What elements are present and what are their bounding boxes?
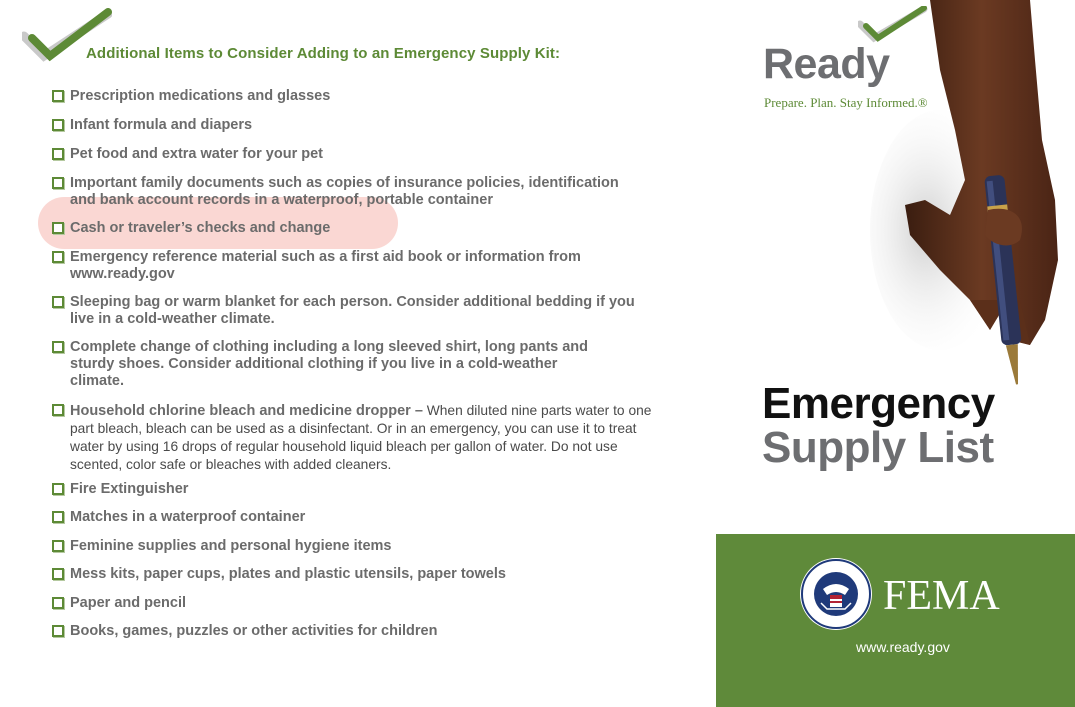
item-label: Important family documents such as copies of insurance policies, identification and bank account records in a waterproof, portable container (70, 175, 619, 208)
fema-wordmark: FEMA (883, 573, 1000, 619)
list-item (52, 595, 672, 612)
list-item (52, 175, 642, 209)
list-item (52, 249, 617, 283)
item-label: Mess kits, paper cups, plates and plastic utensils, paper towels (70, 566, 506, 582)
fema-footer-band (716, 534, 1075, 707)
list-item (52, 220, 672, 237)
checkbox[interactable] (52, 222, 64, 234)
checkbox[interactable] (52, 625, 64, 637)
list-item (52, 623, 672, 640)
list-item (52, 481, 672, 498)
checkbox[interactable] (52, 483, 64, 495)
document-title-line1: Emergency (762, 379, 995, 428)
item-label: Sleeping bag or warm blanket for each person. Consider additional bedding if you live in a cold-weather climate. (70, 294, 635, 327)
tagline: Prepare. Plan. Stay Informed.® (764, 95, 928, 110)
item-label: Feminine supplies and personal hygiene items (70, 538, 392, 554)
checkbox[interactable] (52, 341, 64, 353)
item-label: Prescription medications and glasses (70, 88, 331, 104)
item-label: Emergency reference material such as a first aid book or information from www.ready.gov (70, 249, 581, 282)
checkbox[interactable] (52, 251, 64, 263)
checkbox[interactable] (52, 177, 64, 189)
list-item (52, 538, 672, 555)
hand-with-pen-illustration (870, 0, 1075, 400)
checkbox[interactable] (52, 568, 64, 580)
section-heading: Additional Items to Consider Adding to an Emergency Supply Kit: (86, 45, 561, 62)
list-item (52, 117, 672, 134)
checkbox[interactable] (52, 296, 64, 308)
item-label: Household chlorine bleach and medicine dropper – (70, 403, 423, 419)
dhs-seal-icon (799, 557, 873, 631)
checkbox[interactable] (52, 148, 64, 160)
checkbox[interactable] (52, 511, 64, 523)
item-label: Fire Extinguisher (70, 481, 189, 497)
list-item (52, 88, 672, 105)
list-item (52, 402, 662, 474)
list-item (52, 566, 672, 583)
item-label: Infant formula and diapers (70, 117, 253, 133)
list-item (52, 509, 672, 526)
checkbox[interactable] (52, 119, 64, 131)
item-label: Matches in a waterproof container (70, 509, 306, 525)
item-detail: When diluted nine parts water to one part bleach, bleach can be used as a disinfectant. Or in an emergency, you can use it to treat water by using 16 drops of regular household liquid bleach per gallon of water. Do not use scented, color safe or bleaches with added cleaners. (70, 403, 652, 472)
checkbox[interactable] (52, 404, 64, 416)
list-item (52, 146, 672, 163)
list-item (52, 294, 652, 328)
list-item (52, 339, 592, 390)
document-title-line2: Supply List (762, 423, 994, 472)
item-label: Complete change of clothing including a long sleeved shirt, long pants and sturdy shoes. Consider additional clothing if you live in a cold-weather climate. (70, 339, 589, 389)
checkbox[interactable] (52, 90, 64, 102)
checkbox[interactable] (52, 540, 64, 552)
item-label: Cash or traveler’s checks and change (70, 220, 331, 236)
ready-logo-title: Ready (763, 40, 890, 88)
checkbox[interactable] (52, 597, 64, 609)
item-label: Books, games, puzzles or other activities for children (70, 623, 438, 639)
item-label: Pet food and extra water for your pet (70, 146, 323, 162)
website-url[interactable]: www.ready.gov (856, 639, 950, 655)
item-label: Paper and pencil (70, 595, 187, 611)
